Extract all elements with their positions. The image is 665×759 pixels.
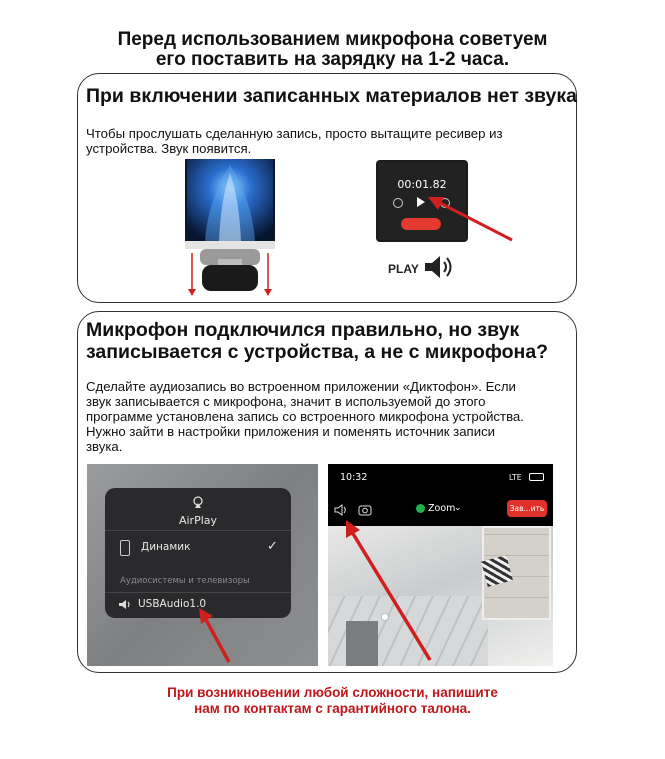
phone-with-receiver-illustration xyxy=(185,159,275,249)
airplay-section-label: Аудиосистемы и телевизоры xyxy=(120,576,250,586)
section1-text-line-2: устройства. Звук появится. xyxy=(86,141,252,156)
rewind-icon xyxy=(393,198,403,208)
section1-text xyxy=(86,126,503,156)
play-label: PLAY xyxy=(388,262,419,276)
speaker-item-label: Динамик xyxy=(141,541,191,553)
section2-text-line-3: программе установлена запись со встроенного микрофона устройства. xyxy=(86,409,524,424)
airplay-screenshot xyxy=(87,464,318,666)
section2-title xyxy=(86,319,548,363)
self-view-thumbnail[interactable] xyxy=(482,526,551,620)
phone-icon xyxy=(120,540,130,556)
section2-text-line-5: звука. xyxy=(86,439,123,454)
receiver-device-illustration xyxy=(188,245,274,297)
arrow-to-play-icon xyxy=(420,188,520,246)
airplay-panel xyxy=(105,488,291,618)
header-line-1: Перед использованием микрофона советуем xyxy=(117,29,548,50)
divider xyxy=(105,530,291,531)
speaker-icon xyxy=(118,599,132,610)
section2-title-line-2: записывается с устройства, а не с микрофона? xyxy=(86,341,549,363)
status-network: LTE xyxy=(509,473,522,482)
zoom-screenshot xyxy=(328,464,553,666)
airplay-icon xyxy=(192,496,204,508)
recorder-time: 00:01.82 xyxy=(397,178,447,191)
shield-icon xyxy=(416,504,425,513)
section2-title-line-1: Микрофон подключился правильно, но звук xyxy=(86,319,520,341)
header-line-2: его поставить на зарядку на 1-2 часа. xyxy=(155,49,510,70)
end-meeting-button[interactable]: Зав...ить xyxy=(507,500,547,517)
airplay-title: AirPlay xyxy=(178,514,218,527)
chevron-down-icon: ⌄ xyxy=(454,502,462,512)
divider xyxy=(105,592,291,593)
usb-audio-item-label: USBAudio1.0 xyxy=(138,598,207,610)
support-note xyxy=(0,685,665,717)
battery-icon xyxy=(529,473,544,481)
section1-title: При включении записанных материалов нет звука xyxy=(86,85,577,107)
status-time: 10:32 xyxy=(340,472,368,483)
zoom-title[interactable]: Zoom xyxy=(428,503,456,514)
section2-text-line-1: Сделайте аудиозапись во встроенном приложении «Диктофон». Если xyxy=(86,379,516,394)
arrow-to-speaker-icon xyxy=(338,514,438,664)
speaker-icon xyxy=(423,254,455,280)
support-note-line-1: При возникновении любой сложности, напишите xyxy=(167,685,498,700)
checkmark-icon: ✓ xyxy=(267,539,278,554)
section2-text xyxy=(86,379,524,454)
support-note-line-2: нам по контактам с гарантийного талона. xyxy=(194,701,471,716)
section1-text-line-1: Чтобы прослушать сделанную запись, просто вытащите ресивер из xyxy=(86,126,503,141)
section2-text-line-4: Нужно зайти в настройки приложения и поменять источник записи xyxy=(86,424,496,439)
page-header xyxy=(0,30,665,70)
arrow-to-usb-audio xyxy=(187,604,247,666)
airplay-item-speaker[interactable] xyxy=(105,532,291,562)
section2-text-line-2: звук записывается с микрофона, значит в используемой до этого xyxy=(86,394,486,409)
